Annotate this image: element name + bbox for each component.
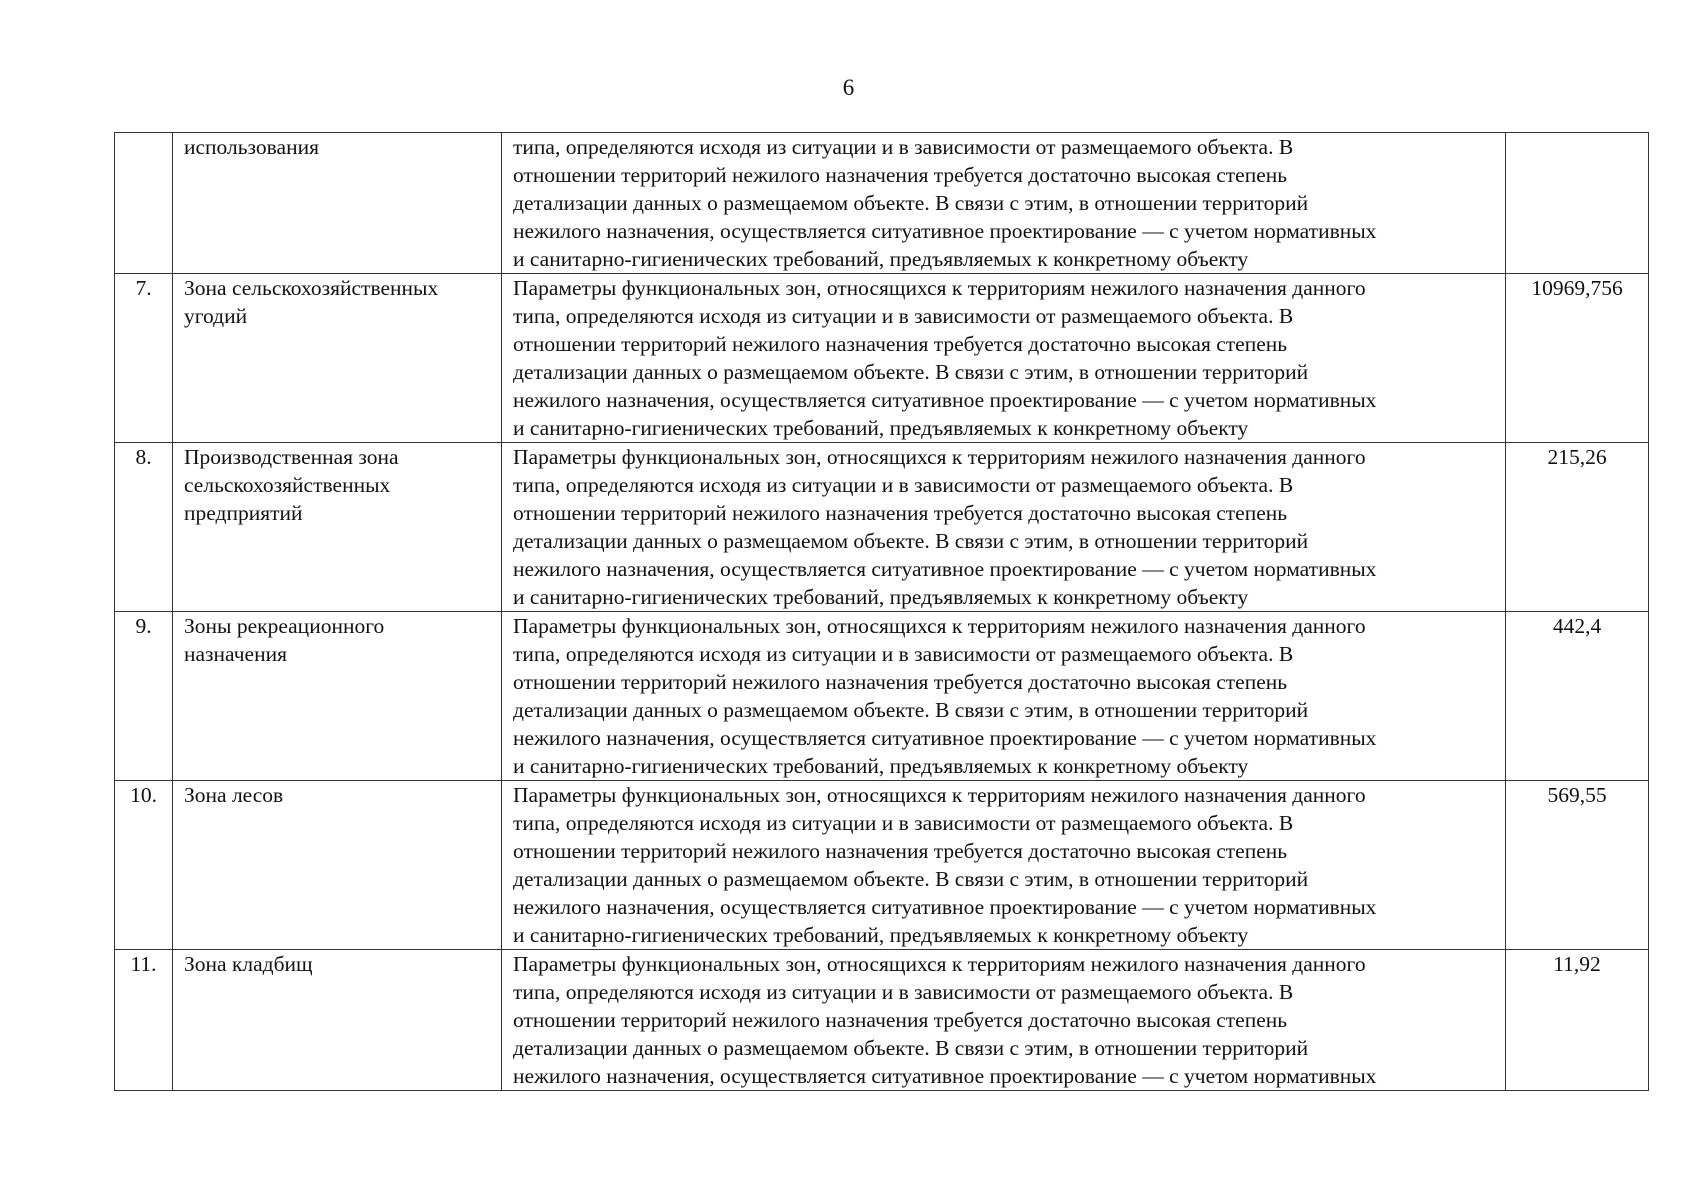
zone-area-cell [1506, 950, 1649, 1091]
zone-name: Зона кладбищ [184, 952, 313, 976]
zone-description-cell [502, 612, 1506, 781]
zone-name: использования [184, 135, 319, 159]
zone-name: Зоны рекреационного назначения [184, 614, 385, 666]
row-number-cell [115, 781, 173, 950]
zone-description-cell [502, 133, 1506, 274]
zone-name-cell [173, 950, 502, 1091]
table-row [115, 781, 1649, 950]
zone-area-cell [1506, 781, 1649, 950]
table-row [115, 950, 1649, 1091]
table-row [115, 612, 1649, 781]
zone-description: Параметры функциональных зон, относящихся к территориям нежилого назначения данного типа, определяются исходя из ситуации и в зависимости от размещаемого объекта. В отношении территорий нежилого назначения требуется достаточно высокая степень детализации данных о размещаемом объекте. В связи с этим, в отношении территорий нежилого назначения, осуществляется ситуативное проектирование — с учетом нормативных и санитарно-гигиенических требований, предъявляемых к конкретному объекту [513, 445, 1377, 609]
zone-description: типа, определяются исходя из ситуации и в зависимости от размещаемого объекта. В отношении территорий нежилого назначения требуется достаточно высокая степень детализации данных о размещаемом объекте. В связи с этим, в отношении территорий нежилого назначения, осуществляется ситуативное проектирование — с учетом нормативных и санитарно-гигиенических требований, предъявляемых к конкретному объекту [513, 135, 1377, 271]
table-row [115, 133, 1649, 274]
zone-area-cell [1506, 612, 1649, 781]
zone-description: Параметры функциональных зон, относящихся к территориям нежилого назначения данного типа, определяются исходя из ситуации и в зависимости от размещаемого объекта. В отношении территорий нежилого назначения требуется достаточно высокая степень детализации данных о размещаемом объекте. В связи с этим, в отношении территорий нежилого назначения, осуществляется ситуативное проектирование — с учетом нормативных и санитарно-гигиенических требований, предъявляемых к конкретному объекту [513, 783, 1377, 947]
zone-description-cell [502, 950, 1506, 1091]
row-number-cell [115, 443, 173, 612]
zone-description-cell [502, 781, 1506, 950]
row-number-cell [115, 612, 173, 781]
zone-name-cell [173, 612, 502, 781]
zone-description: Параметры функциональных зон, относящихся к территориям нежилого назначения данного типа, определяются исходя из ситуации и в зависимости от размещаемого объекта. В отношении территорий нежилого назначения требуется достаточно высокая степень детализации данных о размещаемом объекте. В связи с этим, в отношении территорий нежилого назначения, осуществляется ситуативное проектирование — с учетом нормативных [513, 952, 1377, 1088]
zone-area-cell [1506, 274, 1649, 443]
zone-description-cell [502, 274, 1506, 443]
row-number: 9. [135, 614, 152, 638]
zone-area: 215,26 [1547, 445, 1607, 469]
zones-table [114, 132, 1649, 1091]
row-number: 7. [135, 276, 152, 300]
zone-area [1506, 133, 1648, 273]
zone-area: 442,4 [1552, 614, 1602, 638]
row-number-cell [115, 133, 173, 274]
zone-description: Параметры функциональных зон, относящихся к территориям нежилого назначения данного типа, определяются исходя из ситуации и в зависимости от размещаемого объекта. В отношении территорий нежилого назначения требуется достаточно высокая степень детализации данных о размещаемом объекте. В связи с этим, в отношении территорий нежилого назначения, осуществляется ситуативное проектирование — с учетом нормативных и санитарно-гигиенических требований, предъявляемых к конкретному объекту [513, 614, 1377, 778]
page-number: 6 [842, 75, 855, 100]
table-row [115, 274, 1649, 443]
zone-name: Зона сельскохозяйственных угодий [184, 276, 439, 328]
zone-name-cell [173, 274, 502, 443]
row-number-cell [115, 274, 173, 443]
zone-name: Производственная зона сельскохозяйственных предприятий [184, 445, 399, 525]
zone-name-cell [173, 443, 502, 612]
zone-area: 569,55 [1547, 783, 1607, 807]
row-number [115, 133, 172, 273]
zone-area: 11,92 [1553, 952, 1601, 976]
row-number-cell [115, 950, 173, 1091]
table-row [115, 443, 1649, 612]
zone-area-cell [1506, 133, 1649, 274]
zone-description: Параметры функциональных зон, относящихся к территориям нежилого назначения данного типа, определяются исходя из ситуации и в зависимости от размещаемого объекта. В отношении территорий нежилого назначения требуется достаточно высокая степень детализации данных о размещаемом объекте. В связи с этим, в отношении территорий нежилого назначения, осуществляется ситуативное проектирование — с учетом нормативных и санитарно-гигиенических требований, предъявляемых к конкретному объекту [513, 276, 1377, 440]
zone-name-cell [173, 133, 502, 274]
row-number: 10. [130, 783, 157, 807]
zone-name-cell [173, 781, 502, 950]
zone-area: 10969,756 [1531, 276, 1623, 300]
zone-area-cell [1506, 443, 1649, 612]
row-number: 11. [130, 952, 157, 976]
zone-name: Зона лесов [184, 783, 284, 807]
row-number: 8. [135, 445, 152, 469]
zone-description-cell [502, 443, 1506, 612]
